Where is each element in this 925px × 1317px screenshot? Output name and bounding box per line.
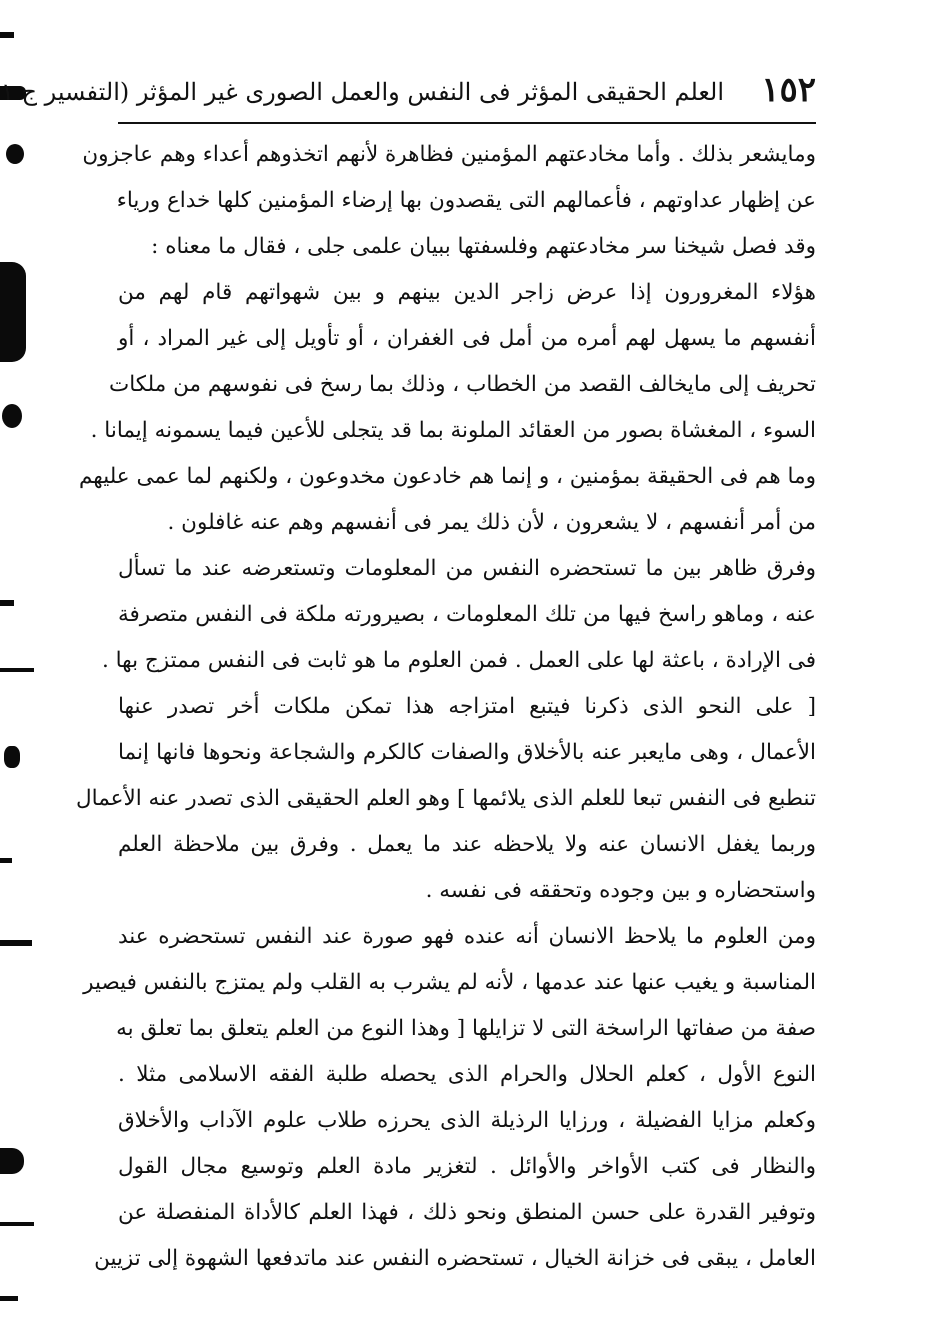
text-line: وربما يغفل الانسان عنه ولا يلاحظه عند ما يعمل . وفرق بين ملاحظة العلم — [118, 832, 816, 857]
header-rule — [118, 122, 816, 124]
text-line: ومن العلوم ما يلاحظ الانسان أنه عنده فهو صورة عند النفس تستحضره عند — [118, 924, 816, 949]
text-line: من أمر أنفسهم ، لا يشعرون ، لأن ذلك يمر فى أنفسهم وهم عنه غافلون . — [167, 510, 816, 535]
running-title: العلم الحقيقى المؤثر فى النفس والعمل الصورى غير المؤثر (التفسير ج ١ — [1, 78, 724, 106]
scan-mark — [0, 32, 14, 38]
text-line: أنفسهم ما يسهل لهم أمره من أمل فى الغفران ، أو تأويل إلى غير المراد ، أو — [118, 326, 816, 351]
scan-mark — [0, 1296, 18, 1301]
text-line: فى الإرادة ، باعثة لها على العمل . فمن العلوم ما هو ثابت فى النفس ممتزج بها . — [101, 648, 816, 673]
scan-mark — [0, 858, 12, 863]
text-line: تحريف إلى مايخالف القصد من الخطاب ، وذلك بما رسخ فى نفوسهم من ملكات — [109, 372, 816, 397]
text-line: وكعلم مزايا الفضيلة ، ورزايا الرذيلة الذى يحرزه طلاب علوم الآداب والأخلاق — [118, 1108, 816, 1133]
scan-mark — [0, 940, 32, 946]
scan-mark — [4, 746, 20, 768]
scan-mark — [0, 262, 26, 362]
text-line: العامل ، يبقى فى خزانة الخيال ، تستحضره النفس عند ماتدفعها الشهوة إلى تزيين — [94, 1246, 816, 1271]
text-line: وما هم فى الحقيقة بمؤمنين ، و إنما هم خادعون مخدوعون ، ولكنهم لما عمى عليهم — [78, 464, 816, 489]
text-line: عنه ، وماهو راسخ فيها من تلك المعلومات ، بصيرورته ملكة فى النفس متصرفة — [118, 602, 816, 627]
text-line: الأعمال ، وهى مايعبر عنه بالأخلاق والصفات كالكرم والشجاعة ونحوها فانها إنما — [118, 740, 816, 765]
body-text — [76, 132, 816, 1282]
page-header — [1, 66, 816, 120]
scan-mark — [0, 1148, 24, 1174]
text-line: تنطبع فى النفس تبعا للعلم الذى يلائمها ] وهو العلم الحقيقى الذى تصدر عنه الأعمال — [76, 786, 816, 811]
scan-mark — [0, 668, 34, 672]
text-line: هؤلاء المغرورون إذا عرض زاجر الدين بينهم و بين شهواتهم قام لهم من — [118, 280, 816, 305]
scan-mark — [6, 144, 24, 164]
text-line: صفة من صفاتها الراسخة التى لا تزايلها [ وهذا النوع من العلم يتعلق بما تعلق به — [116, 1016, 816, 1041]
text-line: والنظار فى كتب الأواخر والأوائل . لتغزير مادة العلم وتوسيع مجال القول — [118, 1154, 816, 1179]
text-line: النوع الأول ، كعلم الحلال والحرام الذى يحصله طلبة الفقه الاسلامى مثلا . — [118, 1062, 816, 1087]
text-line: وقد فصل شيخنا سر مخادعتهم وفلسفتها ببيان علمى جلى ، فقال ما معناه : — [151, 234, 816, 259]
scan-mark — [0, 600, 14, 606]
scan-mark — [2, 404, 22, 428]
text-line: وتوفير القدرة على حسن المنطق ونحو ذلك ، فهذا العلم كالأداة المنفصلة عن — [118, 1200, 816, 1225]
text-line: وفرق ظاهر بين ما تستحضره النفس من المعلومات وتستعرضه عند ما تسأل — [118, 556, 816, 581]
text-line: [ على النحو الذى ذكرنا فيتبع امتزاجه هذا تمكن ملكات أخر تصدر عنها — [118, 694, 816, 719]
text-line: عن إظهار عداوتهم ، فأعمالهم التى يقصدون بها إرضاء المؤمنين كلها خداع ورياء — [116, 188, 816, 213]
text-line: السوء ، المغشاة بصور من العقائد الملونة بما قد يتجلى للأعين فيما يسمونه إيمانا . — [90, 418, 816, 443]
scan-mark — [0, 1222, 34, 1226]
text-line: المناسبة و يغيب عنها عند عدمها ، لأنه لم يشرب به القلب ولم يمتزج بالنفس فيصير — [83, 970, 816, 995]
text-line: ومايشعر بذلك . وأما مخادعتهم المؤمنين فظاهرة لأنهم اتخذوهم أعداء وهم عاجزون — [82, 142, 816, 167]
text-line: واستحضاره و بين وجوده وتحققه فى نفسه . — [425, 878, 816, 903]
page-number: ١٥٢ — [761, 70, 816, 110]
